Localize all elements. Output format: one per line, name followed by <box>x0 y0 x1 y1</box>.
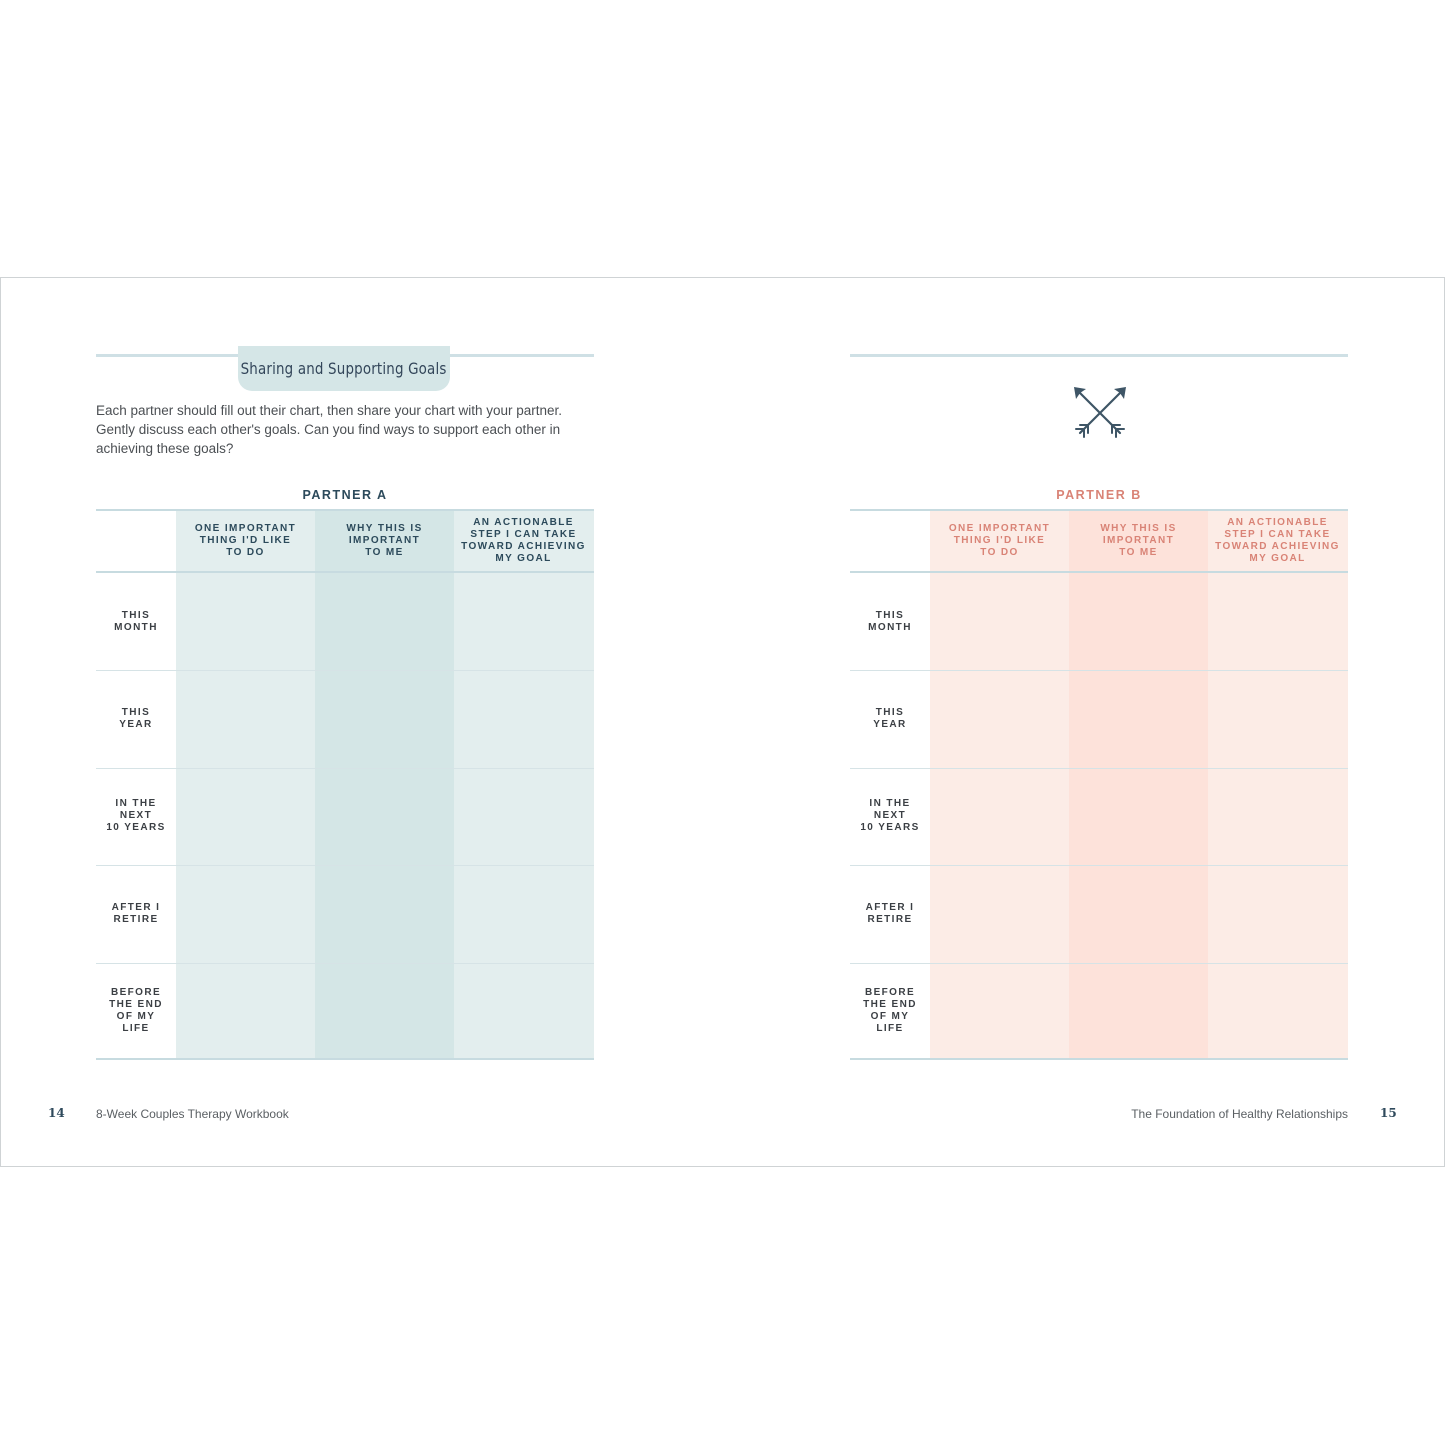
chart-entry-cell[interactable] <box>1069 573 1208 670</box>
chart-entry-cell[interactable] <box>176 865 315 962</box>
chart-row-header: AFTER I RETIRE <box>111 901 161 925</box>
chart-column-header: WHY THIS IS IMPORTANT TO ME <box>346 523 423 558</box>
chart-entry-cell[interactable] <box>454 573 594 670</box>
chart-entry-cell[interactable] <box>1069 963 1208 1060</box>
chart-row-rule <box>850 963 1348 964</box>
chart-top-rule <box>850 509 1348 511</box>
chart-row-header: THIS YEAR <box>873 707 907 731</box>
chart-column-header: WHY THIS IS IMPORTANT TO ME <box>1100 523 1177 558</box>
chart-row-rule <box>96 768 594 769</box>
chart-entry-cell[interactable] <box>315 573 454 670</box>
intro-paragraph: Each partner should fill out their chart, then share your chart with your partner. Gently discuss each other's goals. Can you find ways to support each other in achieving these goals? <box>96 403 562 456</box>
left-footer-title: 8-Week Couples Therapy Workbook <box>96 1107 289 1121</box>
chart-entry-cell[interactable] <box>315 670 454 767</box>
chart-entry-cell[interactable] <box>1208 670 1348 767</box>
chart-column-header: ONE IMPORTANT THING I'D LIKE TO DO <box>948 523 1051 558</box>
chart-column-header: ONE IMPORTANT THING I'D LIKE TO DO <box>194 523 297 558</box>
chart-entry-cell[interactable] <box>1208 768 1348 865</box>
chart-row-header: THIS MONTH <box>114 609 158 633</box>
partner-a-label: PARTNER A <box>302 488 388 502</box>
chart-entry-cell[interactable] <box>454 865 594 962</box>
chart-row-header: BEFORE THE END OF MY LIFE <box>863 987 917 1035</box>
chart-entry-cell[interactable] <box>930 768 1069 865</box>
chart-entry-cell[interactable] <box>1208 865 1348 962</box>
partner-b-label: PARTNER B <box>1056 488 1142 502</box>
chart-entry-cell[interactable] <box>454 768 594 865</box>
chart-entry-cell[interactable] <box>1208 573 1348 670</box>
chart-row-rule <box>850 670 1348 671</box>
chart-row-rule <box>96 865 594 866</box>
chart-entry-cell[interactable] <box>1069 865 1208 962</box>
chart-entry-cell[interactable] <box>930 670 1069 767</box>
right-footer-title: The Foundation of Healthy Relationships <box>1131 1107 1348 1121</box>
chart-row-rule <box>850 768 1348 769</box>
right-page-number: 15 <box>1380 1106 1397 1120</box>
chart-entry-cell[interactable] <box>315 963 454 1060</box>
chart-column-header: AN ACTIONABLE STEP I CAN TAKE TOWARD ACHIEVING MY GOAL <box>461 517 586 564</box>
chart-entry-cell[interactable] <box>315 768 454 865</box>
chart-row-rule <box>96 963 594 964</box>
chart-entry-cell[interactable] <box>176 573 315 670</box>
chart-row-header: THIS YEAR <box>119 707 153 731</box>
crossed-arrows-icon <box>1072 385 1128 441</box>
chart-entry-cell[interactable] <box>176 963 315 1060</box>
chart-row-header: IN THE NEXT 10 YEARS <box>860 798 920 834</box>
partner-b-chart <box>850 509 1348 1060</box>
chart-row-header: AFTER I RETIRE <box>865 901 915 925</box>
chart-entry-cell[interactable] <box>454 670 594 767</box>
chart-entry-cell[interactable] <box>454 963 594 1060</box>
chart-entry-cell[interactable] <box>930 865 1069 962</box>
right-header-rule <box>850 354 1348 357</box>
left-page-number: 14 <box>48 1106 65 1120</box>
chart-row-rule <box>850 865 1348 866</box>
chart-top-rule <box>96 509 594 511</box>
chart-row-rule <box>96 670 594 671</box>
chart-column-header: AN ACTIONABLE STEP I CAN TAKE TOWARD ACHIEVING MY GOAL <box>1215 517 1340 564</box>
chart-entry-cell[interactable] <box>176 670 315 767</box>
chart-entry-cell[interactable] <box>930 573 1069 670</box>
chart-row-header: THIS MONTH <box>868 609 912 633</box>
chart-entry-cell[interactable] <box>930 963 1069 1060</box>
chart-row-header: BEFORE THE END OF MY LIFE <box>109 987 163 1035</box>
chart-entry-cell[interactable] <box>1069 768 1208 865</box>
chart-entry-cell[interactable] <box>315 865 454 962</box>
partner-a-chart <box>96 509 594 1060</box>
section-title-tab <box>238 346 450 391</box>
chart-row-header: IN THE NEXT 10 YEARS <box>106 798 166 834</box>
chart-entry-cell[interactable] <box>1208 963 1348 1060</box>
section-title: Sharing and Supporting Goals <box>241 359 447 378</box>
chart-entry-cell[interactable] <box>1069 670 1208 767</box>
chart-entry-cell[interactable] <box>176 768 315 865</box>
